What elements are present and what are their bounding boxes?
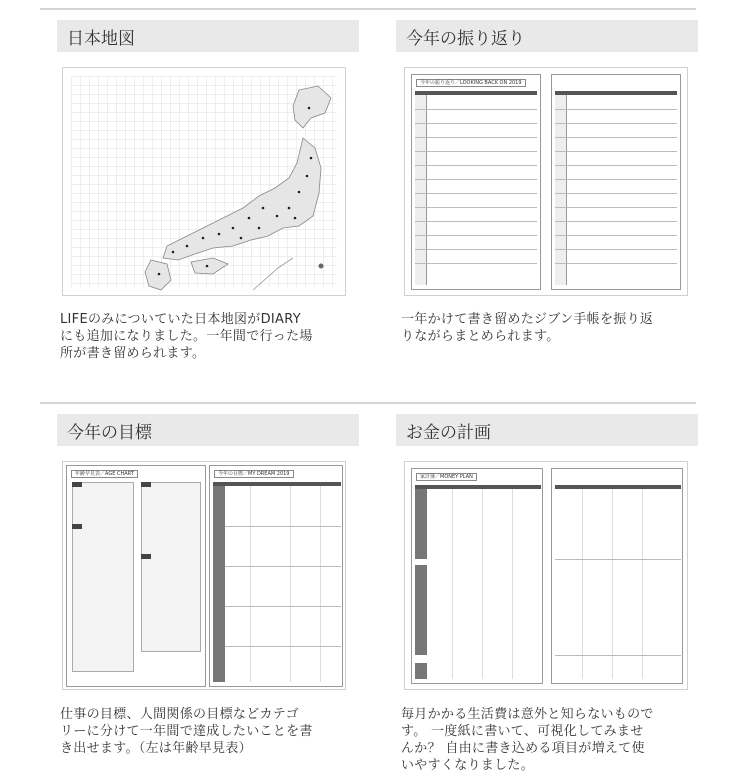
japan-map-caption: LIFEのみについていた日本地図がDIARY にも追加になりました。一年間で行った場 所が書き留められます。	[60, 312, 313, 361]
looking-back-thumbnail	[404, 67, 688, 296]
page-title: 今年の振り返り／LOOKING BACK ON 2019	[416, 79, 526, 87]
middle-divider	[40, 402, 696, 404]
top-divider	[40, 8, 696, 10]
goals-caption: 仕事の目標、人間関係の目標などカテゴ リーに分けて一年間で達成したいことを書 き出せます。（左は年齢早見表）	[60, 707, 313, 756]
section-title: 日本地図	[57, 20, 359, 52]
age-chart-page	[66, 465, 206, 687]
money-plan-thumbnail	[404, 461, 688, 690]
japan-map-thumbnail	[62, 67, 346, 296]
section-money-plan	[396, 414, 698, 446]
japan-map-illustration	[63, 68, 346, 296]
my-dream-page	[209, 465, 343, 687]
money-plan-caption: 毎月かかる生活費は意外と知らないもので す。 一度紙に書いて、可視化してみませ んか？ 自由に書き込める項目が増えて使 いやすくなりました。	[401, 707, 654, 773]
money-right-page	[551, 468, 683, 684]
left-page	[411, 74, 541, 290]
looking-back-caption: 一年かけて書き留めたジブン手帳を振り返 りながらまとめられます。	[401, 312, 654, 344]
section-goals	[57, 414, 359, 446]
goals-thumbnail	[62, 461, 346, 690]
page-title: 家計簿／MONEY PLAN	[416, 473, 477, 481]
money-left-page	[411, 468, 543, 684]
page-title: 今年の目標／MY DREAM 2019	[214, 470, 294, 478]
right-page	[551, 74, 681, 290]
section-japan-map	[57, 20, 359, 52]
section-title: 今年の振り返り	[396, 20, 698, 52]
section-title: お金の計画	[396, 414, 698, 446]
section-looking-back	[396, 20, 698, 52]
page-title: 年齢早見表／AGE CHART	[71, 470, 138, 478]
section-title: 今年の目標	[57, 414, 359, 446]
